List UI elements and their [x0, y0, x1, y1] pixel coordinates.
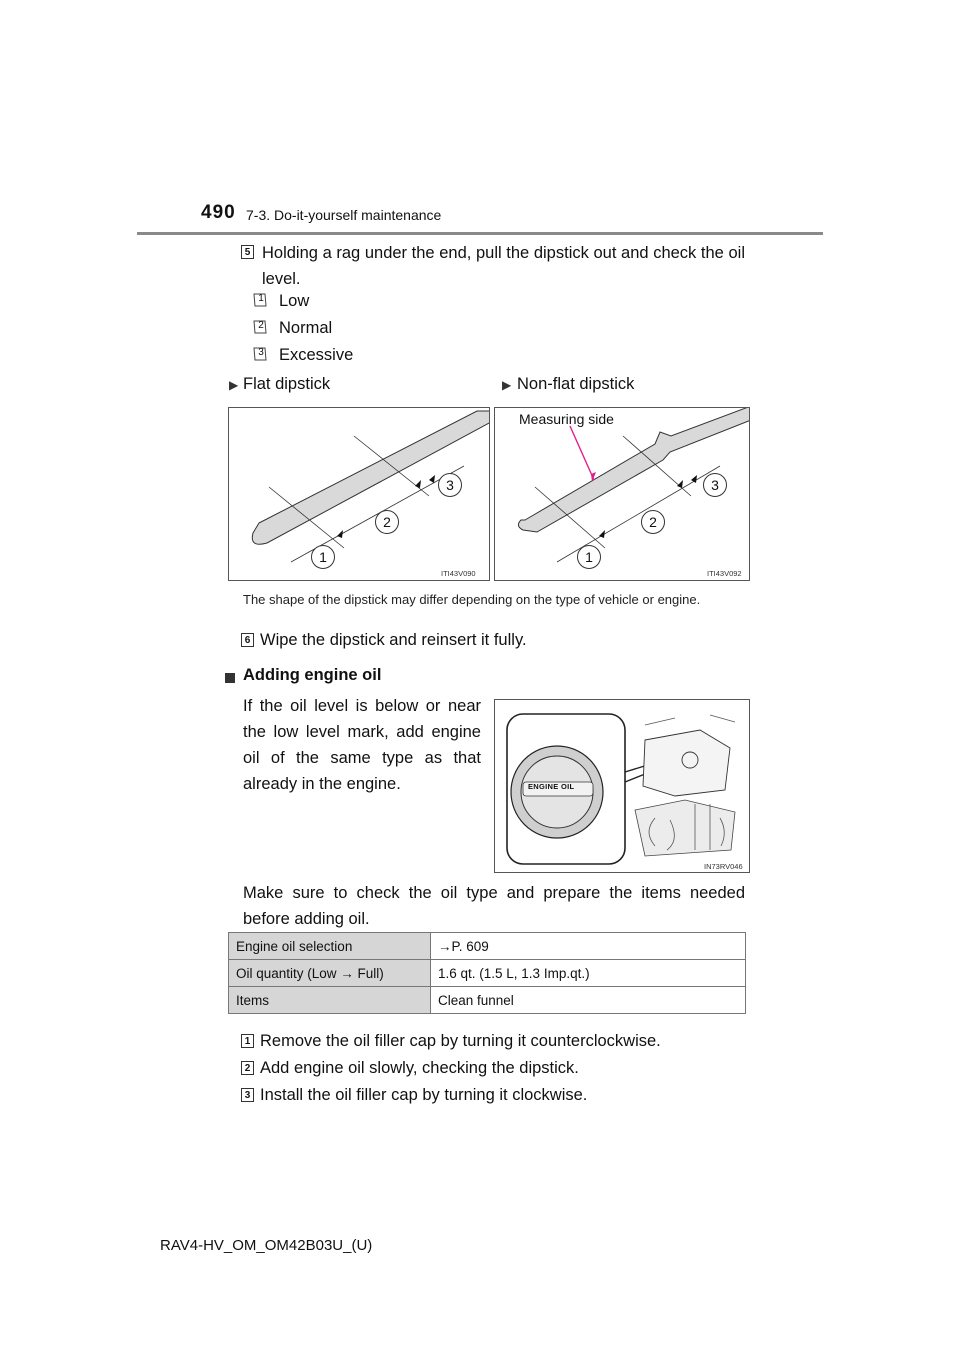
- measuring-side-callout: Measuring side: [519, 411, 614, 427]
- step6-text: Wipe the dipstick and reinsert it fully.: [260, 631, 527, 649]
- step-badge-3: 3: [241, 1088, 254, 1102]
- flat-mark-3: 3: [438, 473, 462, 497]
- table-value: 1.6 qt. (1.5 L, 1.3 Imp.qt.): [431, 960, 746, 987]
- square-bullet-icon: [225, 673, 235, 683]
- table-key: Engine oil selection: [229, 933, 431, 960]
- step-badge-5: 5: [241, 245, 254, 259]
- step5-text: [262, 240, 745, 292]
- nonflat-figure-id: ITI43V092: [707, 569, 742, 578]
- level-badge-2-num: 2: [258, 320, 264, 331]
- step-badge-6: 6: [241, 633, 254, 647]
- triangle-bullet-icon: ▶: [229, 378, 239, 392]
- flat-dipstick-title: Flat dipstick: [243, 375, 331, 393]
- adding-oil-intro: If the oil level is below or near the low level mark, add engine oil of the same type as that already in the engine.: [243, 697, 481, 793]
- page-number: 490: [201, 202, 236, 223]
- step2-text: Add engine oil slowly, checking the dipstick.: [260, 1059, 579, 1077]
- engine-oil-cap-label: ENGINE OIL: [528, 782, 575, 791]
- step-badge-1: 1: [241, 1034, 254, 1048]
- document-code: RAV4-HV_OM_OM42B03U_(U): [160, 1237, 373, 1254]
- level-low: Low: [279, 292, 310, 310]
- section-title: 7-3. Do-it-yourself maintenance: [246, 207, 442, 223]
- triangle-bullet-icon: ▶: [502, 378, 512, 392]
- level-excessive: Excessive: [279, 346, 354, 364]
- nonflat-dipstick-title: Non-flat dipstick: [517, 375, 635, 393]
- flat-figure-id: ITI43V090: [441, 569, 476, 578]
- cap-figure-id: IN73RV046: [704, 862, 743, 871]
- table-value: Clean funnel: [431, 987, 746, 1014]
- table-key: Items: [229, 987, 431, 1014]
- level-badge-1-num: 1: [258, 293, 264, 304]
- nonflat-mark-3: 3: [703, 473, 727, 497]
- header-rule: [137, 232, 823, 235]
- dipstick-note: The shape of the dipstick may differ depending on the type of vehicle or engine.: [243, 592, 701, 607]
- table-value[interactable]: →P. 609: [431, 933, 746, 960]
- step1-text: Remove the oil filler cap by turning it counterclockwise.: [260, 1032, 661, 1050]
- step-badge-2: 2: [241, 1061, 254, 1075]
- table-row: [229, 987, 746, 1014]
- table-row: [229, 933, 746, 960]
- step5-text-content: Holding a rag under the end, pull the dipstick out and check the oil level.: [262, 244, 745, 288]
- table-key: Oil quantity (Low → Full): [229, 960, 431, 987]
- adding-oil-prep: Make sure to check the oil type and prepare the items needed before adding oil.: [243, 884, 745, 928]
- flat-mark-2: 2: [375, 510, 399, 534]
- table-row: [229, 960, 746, 987]
- step3-text: Install the oil filler cap by turning it clockwise.: [260, 1086, 588, 1104]
- nonflat-mark-2: 2: [641, 510, 665, 534]
- level-badge-3-num: 3: [258, 347, 264, 358]
- oil-spec-table: [228, 932, 746, 1014]
- flat-mark-1: 1: [311, 545, 335, 569]
- nonflat-mark-1: 1: [577, 545, 601, 569]
- level-normal: Normal: [279, 319, 333, 337]
- adding-oil-heading: Adding engine oil: [243, 666, 382, 684]
